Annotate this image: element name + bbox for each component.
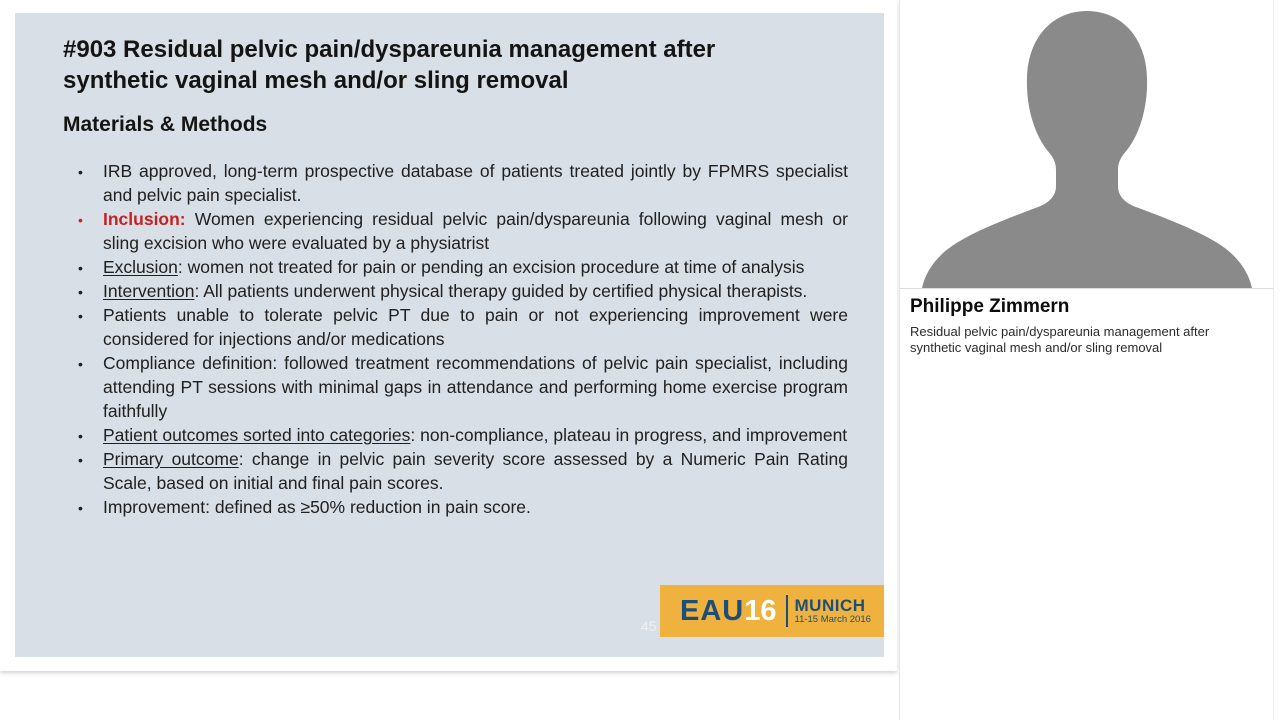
bullet-item: • Compliance definition: followed treatment recommendations of pelvic pain specialist, including attending PT sessions with minimal gaps in attendance and performing home exercise program faithfully <box>78 353 848 421</box>
speaker-name: Philippe Zimmern <box>910 296 1070 317</box>
bullet-item: • Exclusion: women not treated for pain or pending an excision procedure at time of analysis <box>78 255 848 279</box>
bullet-marker: • <box>78 164 83 180</box>
bullet-marker: • <box>78 284 83 300</box>
bullet-marker: • <box>78 428 83 444</box>
bullet-marker: • <box>78 308 83 324</box>
bullet-marker: • <box>78 212 83 228</box>
eau16-munich-logo <box>660 585 884 637</box>
bullet-item: • Patient outcomes sorted into categories: non-compliance, plateau in progress, and improvement <box>78 423 848 447</box>
bullet-item: • Patients unable to tolerate pelvic PT due to pain or not experiencing improvement were considered for injections and/or medications <box>78 305 848 349</box>
logo-year-text: 16 <box>744 594 777 627</box>
slide <box>15 13 884 657</box>
bullet-item: • Intervention: All patients underwent physical therapy guided by certified physical therapists. <box>78 279 848 303</box>
bullet-marker: • <box>78 500 83 516</box>
bullet-lead: Intervention <box>103 281 195 301</box>
bullet-list <box>78 159 848 519</box>
bullet-lead: Exclusion <box>103 257 178 277</box>
logo-dates-text: 11-15 March 2016 <box>794 614 871 625</box>
logo-eau-text: EAU <box>680 594 745 627</box>
bullet-marker: • <box>78 452 83 468</box>
logo-separator <box>786 595 788 627</box>
speaker-talk-title: Residual pelvic pain/dyspareunia management after synthetic vaginal mesh and/or sling removal <box>910 324 1210 355</box>
speaker-panel[interactable] <box>899 0 1274 720</box>
section-heading: Materials & Methods <box>63 113 268 136</box>
bullet-lead: Inclusion: <box>103 209 186 229</box>
bullet-item: • IRB approved, long-term prospective database of patients treated jointly by FPMRS specialist and pelvic pain specialist. <box>78 161 848 205</box>
logo-city-text: MUNICH <box>794 596 866 615</box>
bullet-lead: Patient outcomes sorted into categories <box>103 425 411 445</box>
logo-city-block <box>795 597 871 625</box>
bullet-item: • Improvement: defined as ≥50% reduction in pain score. <box>78 495 848 519</box>
slide-number: 45 <box>641 618 657 634</box>
bullet-item: • Primary outcome: change in pelvic pain severity score assessed by a Numeric Pain Rating Scale, based on initial and final pain scores. <box>78 449 848 493</box>
person-silhouette-icon <box>916 0 1258 288</box>
bullet-marker: • <box>78 356 83 372</box>
speaker-photo <box>916 0 1258 288</box>
bullet-marker: • <box>78 260 83 276</box>
divider <box>900 288 1273 289</box>
bullet-item: • Inclusion: Women experiencing residual pelvic pain/dyspareunia following vaginal mesh or sling excision who were evaluated by a physiatrist <box>78 209 848 253</box>
bullet-lead: Primary outcome <box>103 449 239 469</box>
slide-title: #903 Residual pelvic pain/dyspareunia management after synthetic vaginal mesh and/or sling removal <box>63 36 716 94</box>
